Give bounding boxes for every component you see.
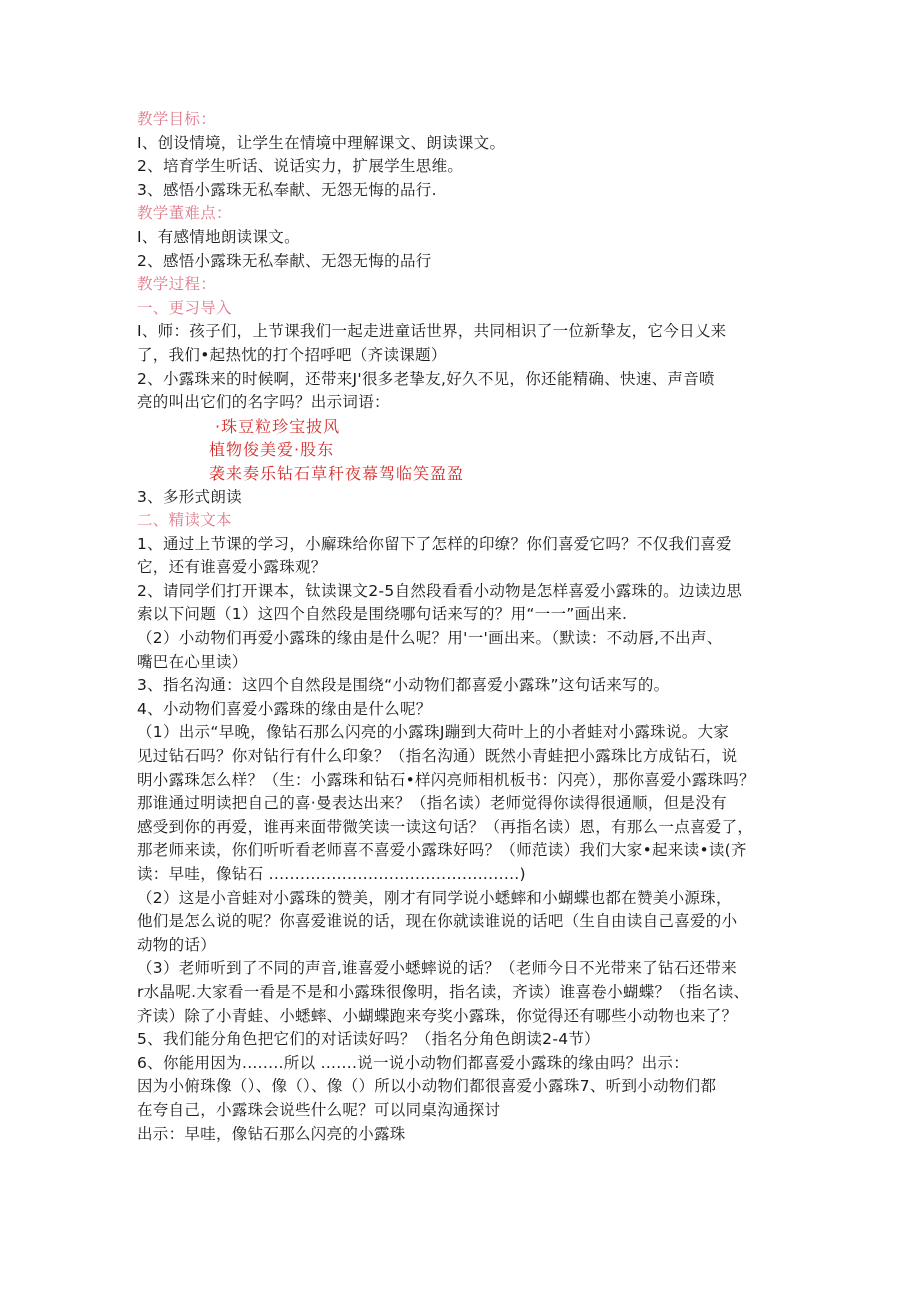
paragraph-line: 亮的叫出它们的名字吗？出示词语： — [137, 393, 390, 412]
paragraph-line: 动物的话） — [137, 935, 217, 954]
paragraph-line: 见过钻石吗？你对钻行有什么印象？（指名沟通）既然小青蛙把小露珠比方成钻石，说 — [137, 747, 738, 766]
paragraph-line: （3）老师听到了不同的声音,谁喜爱小蟋蟀说的话？（老师今日不光带来了钻石还带来 — [137, 959, 737, 978]
paragraph-line: （2）这是小音蛙对小露珠的赞美，刚才有同学说小蟋蟀和小蝴蝶也都在赞美小源珠， — [137, 888, 732, 907]
goal-item: 2、培育学生听话、说话实力，扩展学生思维。 — [137, 157, 464, 176]
vocabulary-line: ·珠豆粒珍宝披风 — [215, 416, 341, 436]
heading-teaching-process: 教学过程： — [137, 275, 217, 294]
vocabulary-line: 植物俊美爱·股东 — [209, 440, 335, 460]
vocabulary-line: 袭来奏乐钻石草秆夜幕驾临笑盈盈 — [209, 463, 465, 483]
paragraph-line: 齐读）除了小青蛙、小蟋蟀、小蝴蝶跑来夸奖小露珠，你觉得还有哪些小动物也来了？ — [137, 1006, 738, 1025]
paragraph-line: r水晶呢.大家看一看是不是和小露珠很像明，指名读，齐读）谁喜卷小蝴蝶？（指名读、 — [137, 982, 750, 1001]
paragraph-line: 感受到你的再爱，谁再来面带微笑读一读这句话？（再指名读）恩，有那么一点喜爱了， — [137, 817, 754, 836]
paragraph-line: 2、小露珠来的时候啊，还带来J'很多老挚友,好久不见，你还能精确、快速、声音喷 — [137, 369, 715, 388]
paragraph-line: 出示：早哇，像钻石那么闪亮的小露珠 — [137, 1124, 406, 1143]
paragraph-line: 2、请同学们打开课本，钛读课文2-5自然段看看小动物是怎样喜爱小露珠的。边读边思 — [137, 581, 743, 600]
section-heading-close-reading: 二、精读文本 — [137, 511, 232, 530]
paragraph-line: 在夸自己，小露珠会说些什么呢？可以同桌沟通探讨 — [137, 1100, 501, 1119]
paragraph-line: 明小露珠怎么样？（生：小露珠和钻石•样闪亮师相机板书：闪亮），那你喜爱小露珠吗？ — [137, 770, 755, 789]
paragraph-line: 5、我们能分角色把它们的对话读好吗？（指名分角色朗读2-4节） — [137, 1030, 600, 1049]
paragraph-line: 1、通过上节课的学习，小廨珠给你留下了怎样的印缭？你们喜爱它吗？不仅我们喜爱 — [137, 534, 732, 553]
paragraph-line: （2）小动物们再爱小露珠的缘由是什么呢？用'一'画出来。（默读：不动唇,不出声、 — [137, 629, 723, 648]
paragraph-line: （1）出示“早晚，像钻石那么闪亮的小露珠J蹦到大荷叶上的小者蛙对小露珠说。大家 — [137, 723, 730, 742]
goal-item: I、创设情境，让学生在情境中理解课文、朗读课文。 — [137, 133, 506, 152]
key-point-item: 2、感悟小露珠无私奉献、无怨无悔的品行 — [137, 251, 432, 270]
paragraph-line: 读：早哇，像钻石 ................................................) — [137, 865, 526, 883]
paragraph-line: 3、指名沟通：这四个自然段是围绕“小动物们都喜爱小露珠”这句话来写的。 — [137, 676, 670, 695]
paragraph-line: 它，还有谁喜爱小露珠观？ — [137, 558, 327, 577]
goal-item: 3、感悟小露珠无私奉献、无怨无悔的品行. — [137, 180, 437, 199]
paragraph-line: 4、小动物们喜爱小露珠的缘由是什么呢？ — [137, 699, 432, 718]
paragraph-line: 那老师来读，你们听听看老师喜不喜爱小露珠好吗？（师范读）我们大家•起来读•读(齐 — [137, 841, 747, 860]
paragraph-line: 他们是怎么说的呢？你喜爱谁说的话，现在你就读谁说的话吧（生自由读自己喜爱的小 — [137, 912, 738, 931]
section-heading-review: 一、更习导入 — [137, 298, 232, 317]
paragraph-line: 因为小俯珠像（）、像（）、像（）所以小动物们都很喜爱小露珠7、听到小动物们都 — [137, 1077, 717, 1096]
heading-teaching-goals: 教学目标： — [137, 110, 217, 128]
paragraph-line: 索以下问题（1）这四个自然段是围绕哪句话来写的？用“一一”画出来. — [137, 605, 628, 624]
paragraph-line: 那谁通过明读把自己的喜·曼表达出来？（指名读）老师觉得你读得很通顺，但是没有 — [137, 794, 727, 813]
heading-key-points: 教学董难点： — [137, 204, 232, 223]
document-body — [137, 108, 787, 1146]
key-point-item: I、有感情地朗读课文。 — [137, 227, 300, 246]
paragraph-line: 3、多形式朗读 — [137, 487, 242, 506]
paragraph-line: I、师：孩子们，上节课我们一起走进童话世界，共同相识了一位新挚友，它今日乂来 — [137, 322, 727, 341]
paragraph-line: 6、你能用因为........所以 .......说一说小动物们都喜爱小露珠的缘由吗？出示： — [137, 1053, 689, 1072]
paragraph-line: 了，我们•起热忱的打个招呼吧（齐读课题） — [137, 345, 447, 364]
paragraph-line: 嘴巴在心里读） — [137, 652, 248, 671]
